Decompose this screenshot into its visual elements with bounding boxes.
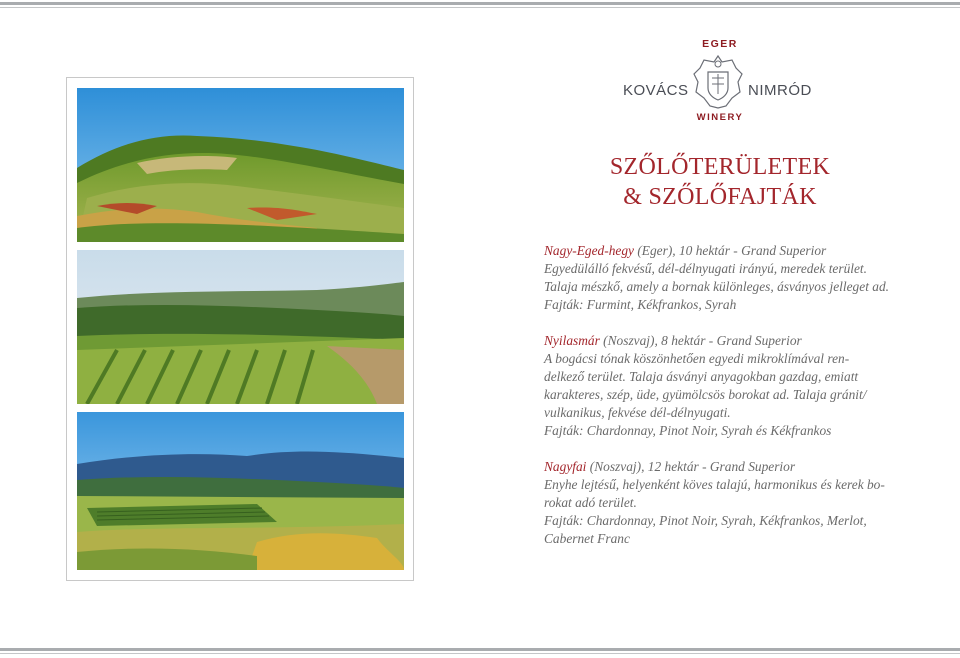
vineyard-grapes: Fajták: Chardonnay, Pinot Noir, Syrah és Kékfrankos — [544, 423, 832, 438]
top-rule-thin — [0, 7, 960, 8]
paragraph-gap — [544, 314, 900, 332]
vineyard-text-line: Egyedülálló fekvésű, dél-délnyugati irányú, meredek terület. — [544, 261, 867, 276]
vineyard-details: (Noszvaj), 8 hektár - Grand Superior — [599, 333, 802, 348]
vineyard-grapes: Fajták: Chardonnay, Pinot Noir, Syrah, Kékfrankos, Merlot, — [544, 513, 867, 528]
vineyard-text-line: Talaja mészkő, amely a bornak különleges, ásványos jelleget ad. — [544, 279, 889, 294]
paragraph-gap — [544, 440, 900, 458]
logo-name-right: NIMRÓD — [748, 82, 812, 99]
vineyard-text-line: rokat adó terület. — [544, 495, 637, 510]
logo-subtitle: WINERY — [696, 112, 744, 123]
bottom-rule — [0, 648, 960, 651]
winery-logo — [620, 36, 820, 126]
vineyard-photo-valley — [77, 412, 404, 570]
vineyard-heading — [544, 332, 900, 350]
vineyard-grapes: Cabernet Franc — [544, 531, 630, 546]
page-title — [590, 152, 850, 212]
vineyard-text-line: vulkanikus, fekvése dél-délnyugati. — [544, 405, 731, 420]
bottom-rule-thin — [0, 653, 960, 654]
crest-icon — [692, 54, 744, 110]
vineyard-heading — [544, 458, 900, 476]
vineyard-text-line: karakteres, szép, üde, gyümölcsös borokat ad. Talaja gránit/ — [544, 387, 867, 402]
photo-frame — [66, 77, 414, 581]
top-rule — [0, 2, 960, 5]
vineyard-grapes: Fajták: Furmint, Kékfrankos, Syrah — [544, 297, 737, 312]
page-title-line-2: & SZŐLŐFAJTÁK — [623, 184, 817, 210]
logo-name-left: KOVÁCS — [623, 82, 689, 99]
vineyard-text-line: Enyhe lejtésű, helyenként köves talajú, harmonikus és kerek bo- — [544, 477, 885, 492]
vineyard-name: Nagy-Eged-hegy — [544, 243, 634, 258]
vineyard-text-line: A bogácsi tónak köszönhetően egyedi mikroklímával ren- — [544, 351, 850, 366]
vineyard-photo-hill — [77, 88, 404, 242]
vineyard-details: (Eger), 10 hektár - Grand Superior — [633, 243, 827, 258]
logo-city: EGER — [702, 38, 738, 50]
vineyard-heading — [544, 242, 900, 260]
vineyard-descriptions — [544, 242, 900, 548]
vineyard-details: (Noszvaj), 12 hektár - Grand Superior — [586, 459, 796, 474]
vineyard-name: Nyilasmár — [544, 333, 600, 348]
vineyard-photo-rows — [77, 250, 404, 404]
vineyard-name: Nagyfai — [544, 459, 587, 474]
vineyard-text-line: delkező terület. Talaja ásványi anyagokban gazdag, emiatt — [544, 369, 859, 384]
page-title-line-1: SZŐLŐTERÜLETEK — [609, 154, 831, 180]
